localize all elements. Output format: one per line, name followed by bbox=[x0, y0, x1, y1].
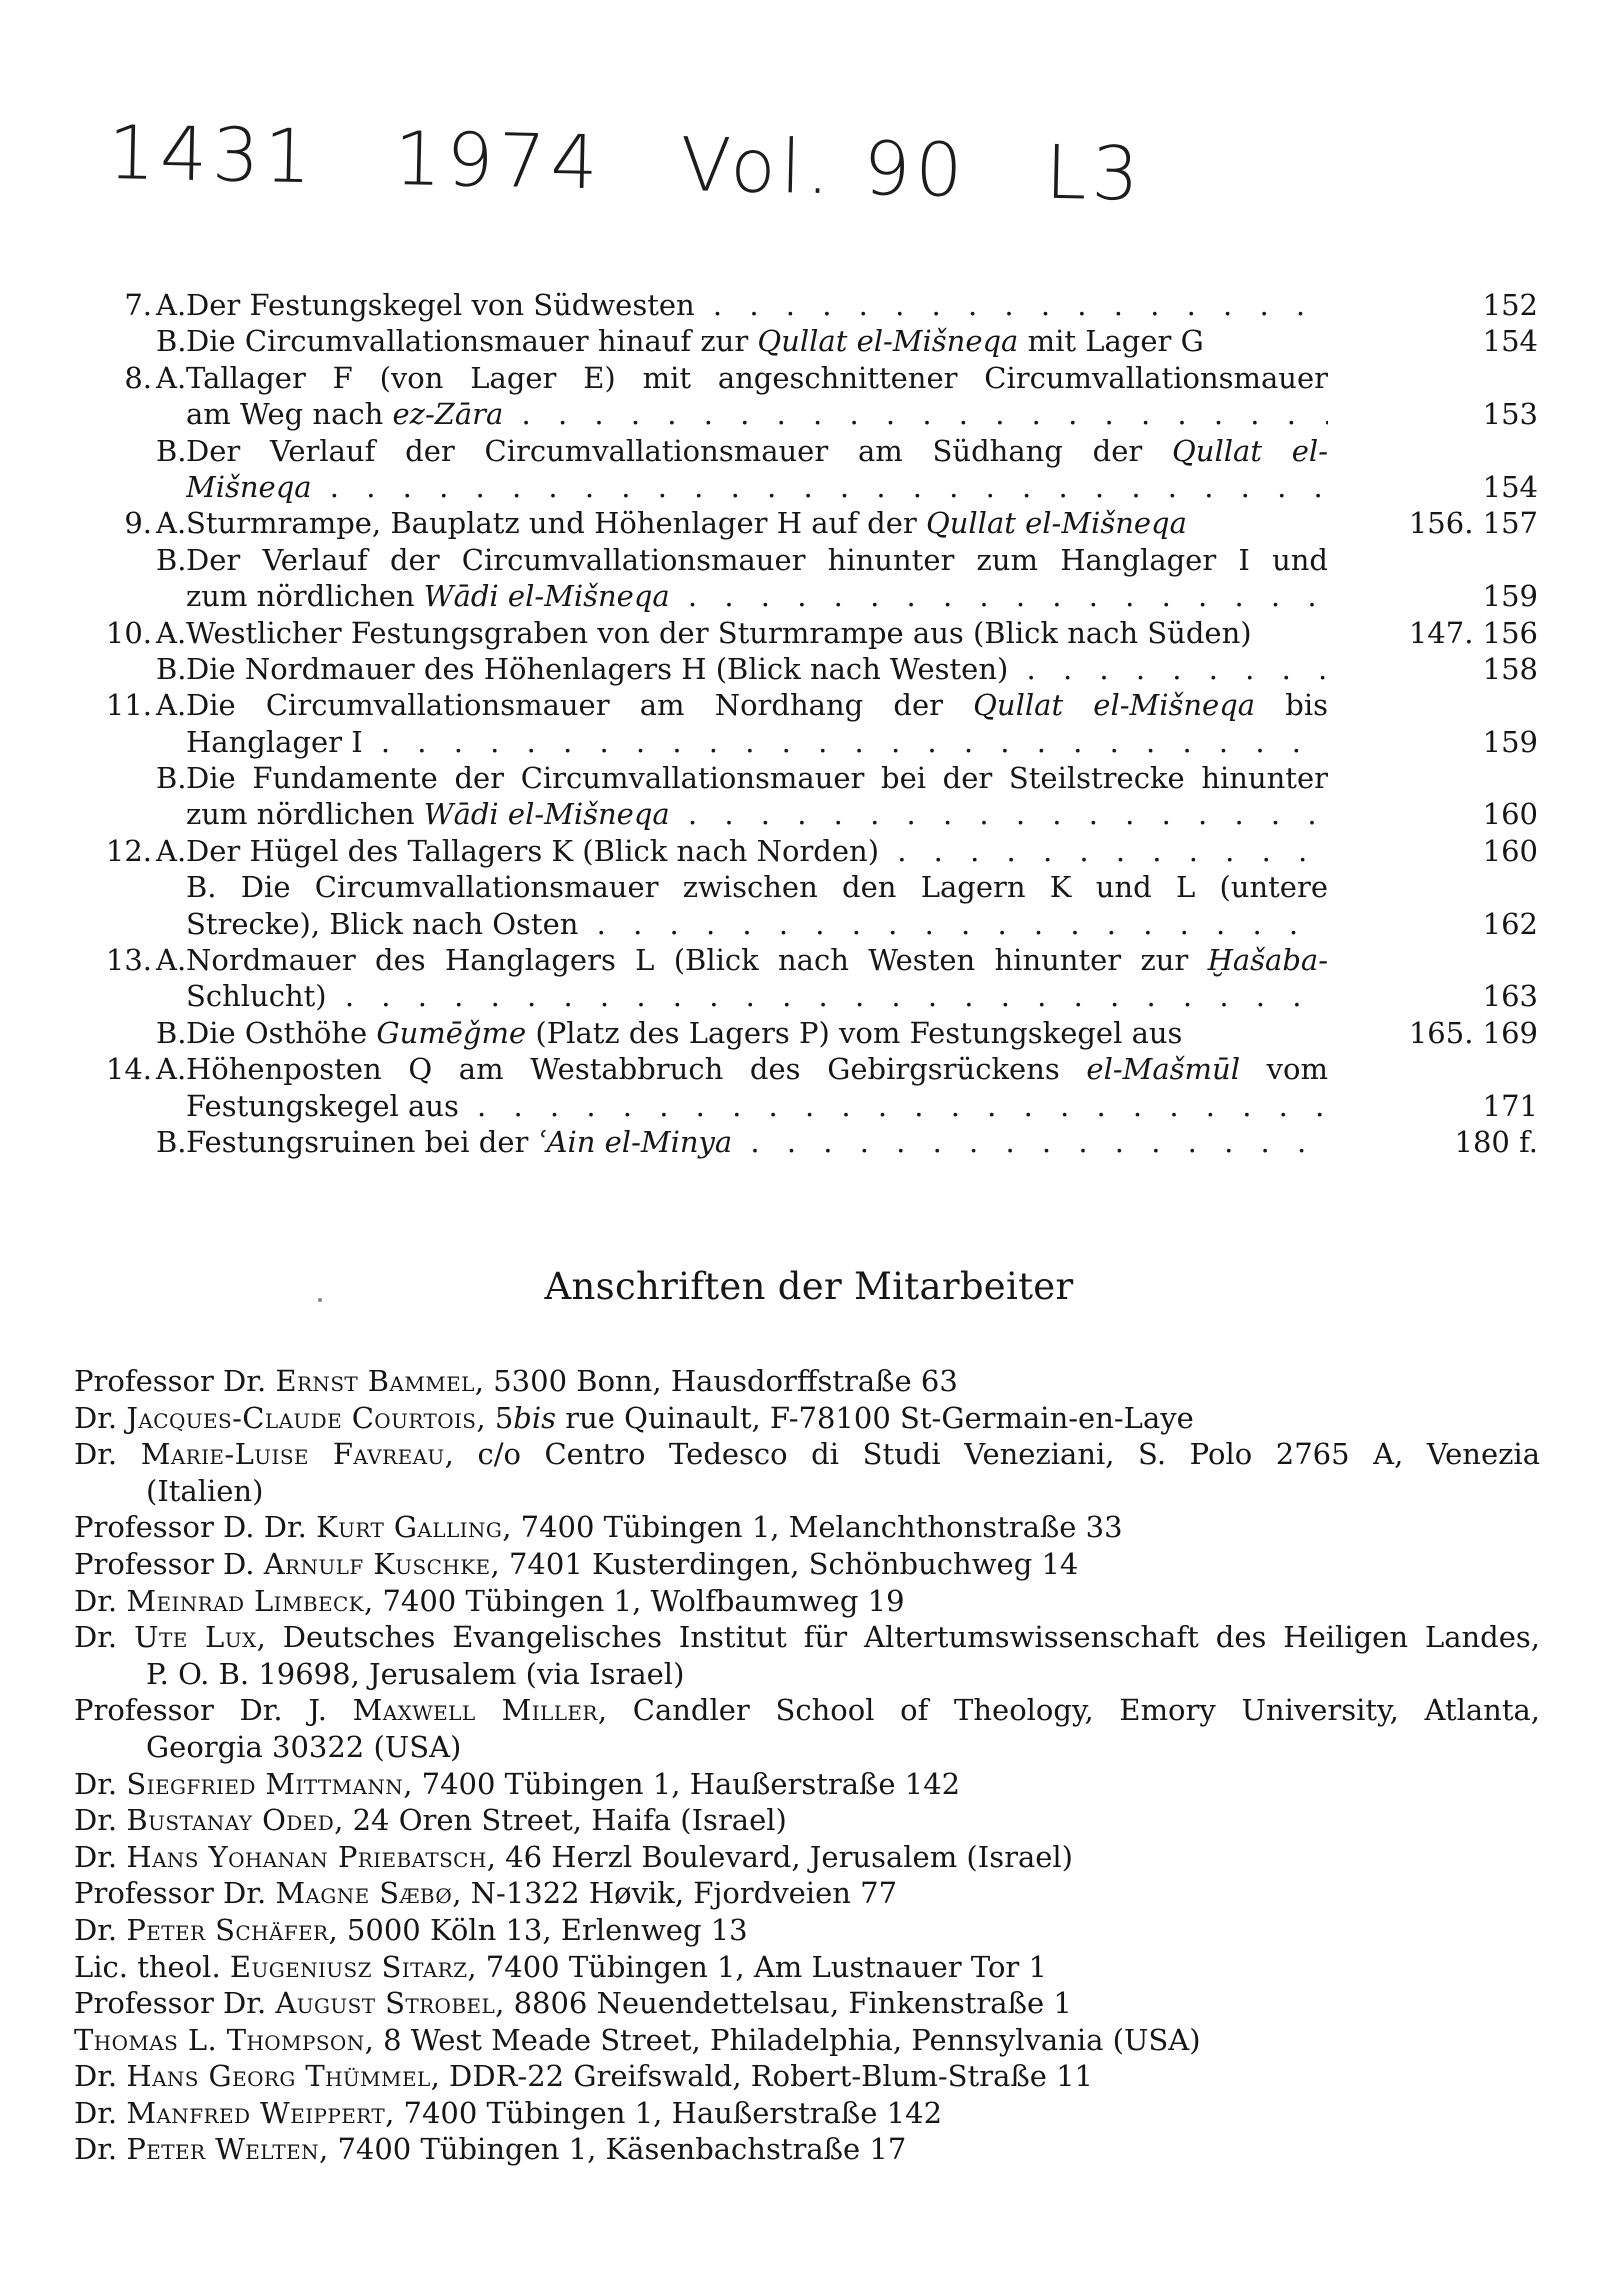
plate-entry bbox=[0, 323, 1618, 359]
plate-number: 14. bbox=[105, 1052, 152, 1087]
plate-number: 7. bbox=[124, 288, 152, 322]
plate-entry bbox=[0, 578, 1618, 614]
plate-letter: B. bbox=[156, 761, 187, 796]
text-segment: Hanglager I bbox=[186, 724, 363, 759]
text-segment: Dr. bbox=[74, 2059, 127, 2094]
italic-term: Qullat el-Mišneqa bbox=[973, 688, 1256, 723]
address-entry bbox=[0, 1583, 1618, 1620]
text-segment: , Candler School of Theology, Emory University, Atlanta, bbox=[597, 1693, 1540, 1728]
text-segment: Dr. bbox=[74, 2132, 127, 2167]
plate-caption bbox=[186, 1088, 1328, 1124]
text-segment: Die Circumvallationsmauer hinauf zur bbox=[186, 324, 758, 359]
person-name: Hans Yohanan Priebatsch bbox=[126, 1839, 487, 1874]
text-segment: Professor D. bbox=[74, 1546, 264, 1581]
person-name: Marie-Luise Favreau bbox=[140, 1437, 445, 1472]
text-segment: Nordmauer des Hanglagers L (Blick nach Westen hinunter zur bbox=[186, 943, 1208, 978]
text-segment: Dr. bbox=[74, 1912, 127, 1947]
plate-caption bbox=[186, 942, 1328, 978]
text-segment: Strecke), Blick nach Osten bbox=[186, 906, 579, 941]
handwritten-note-part: 1974 bbox=[393, 116, 604, 207]
person-name: Kurt Galling bbox=[316, 1510, 503, 1545]
plate-caption bbox=[186, 396, 1328, 432]
text-segment: Der Festungskegel von Südwesten bbox=[186, 288, 695, 322]
plate-entry bbox=[0, 396, 1618, 432]
person-name: Ute Lux bbox=[134, 1620, 257, 1655]
address-entry bbox=[0, 1400, 1618, 1437]
text-segment: , 7400 Tübingen 1, Wolfbaumweg 19 bbox=[364, 1583, 905, 1618]
text-segment: , 5300 Bonn, Hausdorffstraße 63 bbox=[474, 1364, 958, 1398]
plate-caption bbox=[186, 578, 1328, 614]
plate-caption bbox=[186, 433, 1328, 469]
text-segment: Tallager F (von Lager E) mit angeschnittener Circumvallationsmauer bbox=[186, 360, 1328, 395]
text-segment: Professor Dr. J. bbox=[74, 1693, 353, 1728]
plate-entry bbox=[0, 1051, 1618, 1087]
plate-caption bbox=[186, 1015, 1328, 1051]
plate-letter: A. bbox=[156, 1052, 187, 1087]
text-segment: Schlucht) bbox=[186, 979, 327, 1014]
plate-letter: A. bbox=[156, 943, 187, 978]
person-name: Arnulf Kuschke bbox=[263, 1546, 491, 1581]
page-reference: 147. 156 bbox=[1408, 615, 1538, 650]
page-reference: 156. 157 bbox=[1408, 506, 1538, 541]
plate-entry bbox=[0, 869, 1618, 905]
plate-caption bbox=[186, 833, 1328, 869]
text-segment: Die Osthöhe bbox=[186, 1015, 377, 1050]
italic-term: el-Mašmūl bbox=[1086, 1052, 1240, 1087]
text-segment: Professor Dr. bbox=[74, 1986, 276, 2021]
person-name: Magne Sæbø bbox=[275, 1876, 453, 1911]
page-reference: 171 bbox=[1482, 1088, 1538, 1123]
text-segment: , 7400 Tübingen 1, Melanchthonstraße 33 bbox=[502, 1510, 1123, 1545]
person-name: Thomas L. Thompson bbox=[74, 2022, 365, 2057]
italic-term: Gumēǧme bbox=[376, 1015, 527, 1050]
text-segment: Professor D. Dr. bbox=[74, 1510, 317, 1545]
plate-entry bbox=[0, 505, 1618, 541]
text-segment: Dr. bbox=[74, 1839, 127, 1874]
text-segment: B. Die Circumvallationsmauer zwischen den Lagern K und L (untere bbox=[186, 870, 1328, 905]
italic-term: ʿAin el-Minya bbox=[537, 1124, 733, 1159]
text-segment: Der Verlauf der Circumvallationsmauer am Südhang der bbox=[186, 433, 1173, 468]
page-reference: 163 bbox=[1482, 979, 1538, 1014]
plate-number: 8. bbox=[124, 360, 152, 395]
plate-caption bbox=[186, 869, 1328, 905]
text-segment: , c/o Centro Tedesco di Studi Veneziani, S. Polo 2765 A, Venezia bbox=[444, 1437, 1540, 1472]
text-segment: Die Fundamente der Circumvallationsmauer bei der Steilstrecke hinunter bbox=[186, 761, 1328, 796]
plate-letter: B. bbox=[156, 1124, 187, 1159]
text-segment: Dr. bbox=[74, 1620, 135, 1655]
plate-caption bbox=[186, 542, 1328, 578]
plate-letter: A. bbox=[156, 688, 187, 723]
address-entry bbox=[0, 2095, 1618, 2132]
plate-number: 11. bbox=[105, 688, 152, 723]
plate-entry bbox=[0, 724, 1618, 760]
italic-term: Qullat el- bbox=[1172, 433, 1328, 468]
address-continuation bbox=[0, 1473, 1618, 1510]
text-segment: Professor Dr. bbox=[74, 1364, 276, 1398]
address-continuation bbox=[0, 1656, 1618, 1693]
text-segment: Die Circumvallationsmauer am Nordhang der bbox=[186, 688, 974, 723]
text-segment: P. O. B. 19698, Jerusalem (via Israel) bbox=[146, 1656, 685, 1691]
plate-letter: A. bbox=[156, 360, 187, 395]
plate-letter: B. bbox=[156, 1015, 187, 1050]
text-segment: bis bbox=[1255, 688, 1328, 723]
plate-letter: A. bbox=[156, 615, 187, 650]
text-segment: Professor Dr. bbox=[74, 1876, 276, 1911]
page-reference: 152 bbox=[1482, 288, 1538, 322]
text-segment: Georgia 30322 (USA) bbox=[146, 1729, 462, 1764]
text-segment: mit Lager G bbox=[1018, 324, 1204, 359]
handwritten-note-part: L3 bbox=[1044, 129, 1145, 218]
address-entry bbox=[0, 1839, 1618, 1876]
address-entry bbox=[0, 2131, 1618, 2168]
text-segment: Dr. bbox=[74, 1437, 141, 1472]
address-entry bbox=[0, 1875, 1618, 1912]
text-segment: , 7400 Tübingen 1, Haußerstraße 142 bbox=[385, 2095, 943, 2130]
address-entry bbox=[0, 1912, 1618, 1949]
text-segment: Die Nordmauer des Höhenlagers H (Blick nach Westen) bbox=[186, 651, 1009, 686]
text-segment: , N-1322 Høvik, Fjordveien 77 bbox=[452, 1876, 898, 1911]
plate-caption bbox=[186, 287, 1328, 323]
plate-number: 12. bbox=[105, 833, 152, 868]
address-entry bbox=[0, 1692, 1540, 1729]
address-entry bbox=[0, 1363, 1618, 1400]
page-reference: 180 f. bbox=[1454, 1124, 1538, 1159]
text-segment: , 7400 Tübingen 1, Käsenbachstraße 17 bbox=[319, 2132, 907, 2167]
address-continuation bbox=[0, 1729, 1618, 1766]
plate-entry bbox=[0, 1088, 1618, 1124]
text-segment: Der Verlauf der Circumvallationsmauer hinunter zum Hanglager I und bbox=[186, 542, 1328, 577]
text-segment: Der Hügel des Tallagers K (Blick nach Norden) bbox=[186, 833, 880, 868]
handwritten-note-part: Vol. 90 bbox=[679, 122, 969, 214]
plate-caption bbox=[186, 724, 1328, 760]
text-segment: , 8806 Neuendettelsau, Finkenstraße 1 bbox=[495, 1986, 1072, 2021]
address-entry bbox=[0, 1436, 1540, 1473]
address-entry bbox=[0, 1985, 1618, 2022]
person-name: August Strobel bbox=[275, 1986, 496, 2021]
text-segment: zum nördlichen bbox=[186, 797, 424, 832]
person-name: Jacques-Claude Courtois bbox=[126, 1400, 477, 1435]
plate-entry bbox=[0, 542, 1618, 578]
plate-caption bbox=[186, 323, 1328, 359]
address-entry bbox=[0, 1802, 1618, 1839]
plate-entry bbox=[0, 469, 1618, 505]
page-reference: 153 bbox=[1482, 397, 1538, 432]
text-segment: , 7400 Tübingen 1, Am Lustnauer Tor 1 bbox=[467, 1949, 1047, 1984]
italic-term: bis bbox=[513, 1400, 557, 1435]
text-segment: , Deutsches Evangelisches Institut für Altertumswissenschaft des Heiligen Landes, bbox=[256, 1620, 1540, 1655]
person-name: Eugeniusz Sitarz bbox=[229, 1949, 468, 1984]
plate-entry bbox=[0, 1124, 1618, 1160]
plate-entry bbox=[0, 978, 1618, 1014]
contributor-addresses bbox=[0, 1363, 1618, 2168]
page-reference: 159 bbox=[1482, 579, 1538, 614]
page-reference: 158 bbox=[1482, 651, 1538, 686]
address-entry bbox=[0, 2058, 1618, 2095]
text-segment: am Weg nach bbox=[186, 397, 393, 432]
text-segment: Festungsruinen bei der bbox=[186, 1124, 538, 1159]
address-entry bbox=[0, 1766, 1618, 1803]
plate-caption bbox=[186, 1051, 1328, 1087]
plate-letter: B. bbox=[156, 433, 187, 468]
text-segment: zum nördlichen bbox=[186, 579, 424, 614]
text-segment: , 5000 Köln 13, Erlenweg 13 bbox=[328, 1912, 748, 1947]
text-segment: Dr. bbox=[74, 2095, 127, 2130]
address-entry bbox=[0, 1949, 1618, 1986]
text-segment: Westlicher Festungsgraben von der Sturmrampe aus (Blick nach Süden) bbox=[186, 615, 1252, 650]
plate-letter: A. bbox=[156, 506, 187, 541]
address-entry bbox=[0, 1619, 1540, 1656]
text-segment: Festungskegel aus bbox=[186, 1088, 459, 1123]
plate-entry bbox=[0, 833, 1618, 869]
plate-caption bbox=[186, 906, 1328, 942]
text-segment: Sturmrampe, Bauplatz und Höhenlager H auf der bbox=[186, 506, 926, 541]
page-reference: 159 bbox=[1482, 724, 1538, 759]
plate-number: 13. bbox=[105, 943, 152, 978]
text-segment: , 24 Oren Street, Haifa (Israel) bbox=[334, 1803, 787, 1838]
person-name: Bustanay Oded bbox=[126, 1803, 335, 1838]
text-segment: Dr. bbox=[74, 1803, 127, 1838]
italic-term: Wādi el-Mišneqa bbox=[423, 797, 670, 832]
text-segment: Höhenposten Q am Westabbruch des Gebirgsrückens bbox=[186, 1052, 1087, 1087]
plate-number: 10. bbox=[105, 615, 152, 650]
plate-entry bbox=[0, 651, 1618, 687]
text-segment: Dr. bbox=[74, 1766, 127, 1801]
text-segment: rue Quinault, F-78100 St-Germain-en-Laye bbox=[556, 1400, 1194, 1435]
italic-term: ez-Zāra bbox=[392, 397, 504, 432]
plate-letter: A. bbox=[156, 288, 187, 322]
handwritten-shelf-note bbox=[107, 110, 1144, 218]
plate-caption bbox=[186, 651, 1328, 687]
plate-caption bbox=[186, 505, 1328, 541]
page-reference: 154 bbox=[1482, 324, 1538, 359]
text-segment: , 8 West Meade Street, Philadelphia, Pennsylvania (USA) bbox=[364, 2022, 1201, 2057]
text-segment: , DDR-22 Greifswald, Robert-Blum-Straße 11 bbox=[430, 2059, 1094, 2094]
plate-entry bbox=[0, 760, 1618, 796]
plate-caption bbox=[186, 615, 1328, 651]
italic-term: Qullat el-Mišneqa bbox=[925, 506, 1187, 541]
address-entry bbox=[0, 1509, 1618, 1546]
italic-term: Wādi el-Mišneqa bbox=[423, 579, 670, 614]
text-segment: , 7401 Kusterdingen, Schönbuchweg 14 bbox=[490, 1546, 1079, 1581]
page-reference: 160 bbox=[1482, 797, 1538, 832]
person-name: Peter Schäfer bbox=[126, 1912, 329, 1947]
page-reference: 160 bbox=[1482, 833, 1538, 868]
plate-entry bbox=[0, 687, 1618, 723]
text-segment: , 46 Herzl Boulevard, Jerusalem (Israel) bbox=[486, 1839, 1073, 1874]
text-segment: , 5 bbox=[476, 1400, 514, 1435]
plate-letter: B. bbox=[156, 651, 187, 686]
page-reference: 154 bbox=[1482, 469, 1538, 504]
page-reference: 165. 169 bbox=[1408, 1015, 1538, 1050]
section-heading: Anschriften der Mitarbeiter bbox=[544, 1265, 1074, 1308]
page-reference: 162 bbox=[1482, 906, 1538, 941]
text-segment: Lic. theol. bbox=[74, 1949, 230, 1984]
plate-caption bbox=[186, 760, 1328, 796]
plate-entry bbox=[0, 360, 1618, 396]
text-segment: (Italien) bbox=[146, 1473, 264, 1508]
italic-term: Ḫašaba- bbox=[1207, 943, 1328, 978]
person-name: Ernst Bammel bbox=[275, 1364, 475, 1398]
plate-caption bbox=[186, 796, 1328, 832]
person-name: Hans Georg Thümmel bbox=[126, 2059, 431, 2094]
plate-letter: B. bbox=[156, 542, 187, 577]
plate-caption bbox=[186, 360, 1328, 396]
person-name: Manfred Weippert bbox=[126, 2095, 386, 2130]
plate-entry bbox=[0, 1015, 1618, 1051]
plate-caption bbox=[186, 687, 1328, 723]
text-segment: Dr. bbox=[74, 1583, 127, 1618]
plate-letter: A. bbox=[156, 833, 187, 868]
plate-entry bbox=[0, 615, 1618, 651]
plate-entry bbox=[0, 796, 1618, 832]
address-entry bbox=[0, 1546, 1618, 1583]
text-segment: Dr. bbox=[74, 1400, 127, 1435]
person-name: Meinrad Limbeck bbox=[126, 1583, 365, 1618]
text-segment: (Platz des Lagers P) vom Festungskegel aus bbox=[526, 1015, 1183, 1050]
italic-term: Qullat el-Mišneqa bbox=[757, 324, 1019, 359]
plate-caption bbox=[186, 1124, 1328, 1160]
handwritten-note-part: 1431 bbox=[107, 110, 318, 201]
italic-term: Mišneqa bbox=[186, 469, 312, 504]
text-segment: vom bbox=[1239, 1052, 1328, 1087]
person-name: Peter Welten bbox=[126, 2132, 320, 2167]
person-name: Maxwell Miller bbox=[352, 1693, 598, 1728]
plate-caption bbox=[186, 469, 1328, 505]
plate-entry bbox=[0, 287, 1618, 323]
plate-entry bbox=[0, 433, 1618, 469]
plate-list bbox=[0, 287, 1618, 1160]
person-name: Siegfried Mittmann bbox=[126, 1766, 404, 1801]
plate-entry bbox=[0, 942, 1618, 978]
plate-caption bbox=[186, 978, 1328, 1014]
text-segment: , 7400 Tübingen 1, Haußerstraße 142 bbox=[403, 1766, 961, 1801]
plate-number: 9. bbox=[124, 506, 152, 541]
plate-entry bbox=[0, 906, 1618, 942]
plate-letter: B. bbox=[156, 324, 187, 359]
address-entry bbox=[0, 2022, 1618, 2059]
